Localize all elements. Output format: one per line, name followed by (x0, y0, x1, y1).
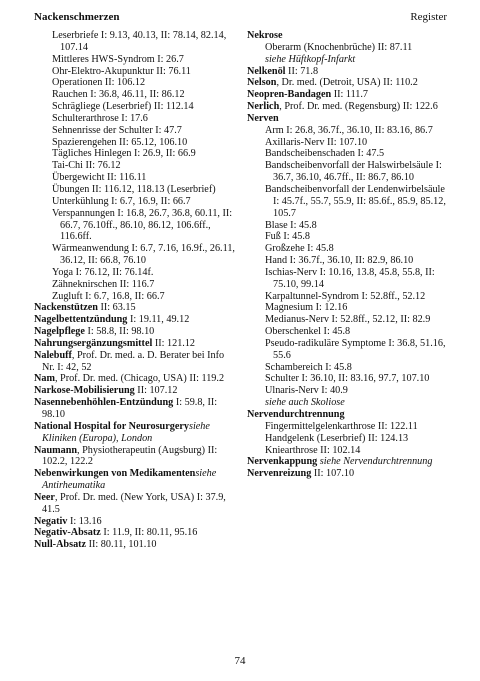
index-subentry (247, 125, 449, 137)
index-locator: II: 107.12 (134, 385, 178, 397)
index-subentry (34, 160, 236, 172)
index-term: Nalebuff (34, 349, 72, 361)
index-term: Nagelpflege (34, 326, 85, 338)
cross-reference: siehe auch Skoliose (265, 397, 345, 409)
index-locator: , Dr. med. (Detroit, USA) II: 110.2 (276, 77, 418, 89)
index-locator: Medianus-Nerv I: 52.8ff., 52.12, II: 82.9 (265, 314, 431, 326)
index-locator: Rauchen I: 36.8, 46.11, II: 86.12 (52, 89, 185, 101)
index-locator: Übungen II: 116.12, 118.13 (Leserbrief) (52, 183, 216, 195)
index-subentry (34, 196, 236, 208)
index-term: Nerlich (247, 101, 280, 113)
index-entry (34, 421, 236, 445)
index-locator: Karpaltunnel-Syndrom I: 52.8ff., 52.12 (265, 290, 426, 302)
index-locator: Pseudo-radikuläre Symptome I: 36.8, 51.16, 55.6 (265, 337, 446, 361)
index-subentry (247, 445, 449, 457)
index-locator: Ischias-Nerv I: 10.16, 13.8, 45.8, 55.8, II: 75.10, 99.14 (265, 266, 435, 290)
index-subentry (34, 184, 236, 196)
index-entry (34, 326, 236, 338)
index-subentry (247, 243, 449, 255)
index-locator: Blase I: 45.8 (265, 219, 317, 231)
index-locator: Bandscheibenvorfall der Lendenwirbelsäule I: 45.7f., 55.7, 55.9, II: 85.6f., 85.9, 85.12, 105.7 (265, 183, 446, 219)
index-term: National Hospital for Neurosurgery (34, 420, 189, 432)
index-term: Nervendurchtrennung (247, 409, 345, 420)
index-term: Nebenwirkungen von Medikamenten (34, 468, 196, 480)
index-locator: I: 59.8, II: 98.10 (42, 397, 218, 420)
index-locator: , Prof. Dr. med. (Regensburg) II: 122.6 (279, 101, 438, 113)
index-locator: II: 80.11, 101.10 (86, 539, 157, 551)
index-locator: Leserbriefe I: 9.13, 40.13, II: 78.14, 82.14, 107.14 (52, 30, 227, 53)
index-locator: Spazierengehen II: 65.12, 106.10 (52, 136, 188, 148)
index-locator: Schulterarthrose I: 17.6 (52, 112, 148, 124)
index-locator: Schulter I: 36.10, II: 83.16, 97.7, 107.10 (265, 373, 430, 385)
index-entry (247, 101, 449, 113)
index-term: Naumann (34, 444, 78, 456)
index-entry (247, 77, 449, 89)
index-locator: Ulnaris-Nerv I: 40.9 (265, 385, 348, 397)
index-locator: Unterkühlung I: 6.7, 16.9, II: 66.7 (52, 195, 191, 207)
index-subentry (247, 421, 449, 433)
index-locator: II: 63.15 (97, 302, 136, 314)
index-subentry (34, 54, 236, 66)
index-locator: Tägliches Hinlegen I: 26.9, II: 66.9 (52, 148, 196, 160)
index-locator: II: 71.8 (285, 65, 319, 77)
index-column-right (247, 30, 449, 480)
index-subentry (34, 291, 236, 303)
index-subentry (34, 279, 236, 291)
index-locator: Verspannungen I: 16.8, 26.7, 36.8, 60.11, II: 66.7, 76.10ff., 86.10, 86.12, 106.6ff., 116.6ff. (52, 207, 233, 243)
index-locator: Wärmeanwendung I: 6.7, 7.16, 16.9f., 26.11, 36.12, II: 66.8, 76.10 (52, 243, 235, 267)
index-locator: Bandscheibenschaden I: 47.5 (265, 148, 385, 160)
index-subentry (247, 137, 449, 149)
index-subentry (247, 397, 449, 409)
index-locator: Mittleres HWS-Syndrom I: 26.7 (52, 53, 184, 65)
index-entry (247, 66, 449, 78)
cross-reference: siehe Antirheumatika (42, 468, 217, 492)
index-entry (34, 397, 236, 421)
index-term: Narkose-Mobilisierung (34, 385, 135, 397)
index-column-left (34, 30, 236, 551)
index-locator: Tai-Chi II: 76.12 (52, 160, 121, 172)
index-locator: Bandscheibenvorfall der Halswirbelsäule I: 36.7, 36.10, 46.7ff., II: 86.7, 86.10 (265, 160, 442, 184)
index-subentry (34, 30, 236, 54)
index-locator: II: 107.10 (311, 468, 355, 480)
index-locator: , Physiotherapeutin (Augsburg) II: 102.2, 122.2 (42, 444, 218, 468)
index-locator: Operationen II: 106.12 (52, 77, 146, 89)
index-entry (247, 468, 449, 480)
index-term: Null-Absatz (34, 539, 87, 551)
index-entry (247, 456, 449, 468)
index-entry (247, 89, 449, 101)
index-term: Neer (34, 491, 55, 503)
index-term: Nervenkappung (247, 456, 318, 468)
index-locator: I: 13.16 (67, 515, 102, 527)
index-locator: Handgelenk (Leserbrief) II: 124.13 (265, 432, 409, 444)
index-subentry (34, 208, 236, 244)
index-locator: Yoga I: 76.12, II: 76.14f. (52, 266, 154, 278)
index-subentry (247, 302, 449, 314)
index-locator: I: 19.11, 49.12 (127, 314, 190, 326)
index-entry (34, 527, 236, 539)
index-entry (34, 539, 236, 551)
index-subentry (247, 385, 449, 397)
index-entry (247, 409, 449, 421)
index-subentry (34, 89, 236, 101)
index-term: Nekrose (247, 30, 283, 41)
index-subentry (247, 326, 449, 338)
index-locator: Übergewicht II: 116.11 (52, 172, 147, 184)
index-entry (34, 314, 236, 326)
index-subentry (247, 42, 449, 54)
index-locator: Oberschenkel I: 45.8 (265, 326, 351, 338)
index-subentry (247, 148, 449, 160)
index-subentry (247, 314, 449, 326)
index-locator: Fuß I: 45.8 (265, 231, 310, 243)
index-subentry (247, 373, 449, 385)
index-term: Neopren-Bandagen (247, 89, 332, 101)
index-locator: Hand I: 36.7f., 36.10, II: 82.9, 86.10 (265, 255, 414, 267)
cross-reference: siehe Hüftkopf-Infarkt (265, 53, 356, 65)
index-entry (34, 516, 236, 528)
index-subentry (247, 433, 449, 445)
index-term: Nelkenöl (247, 65, 286, 77)
index-subentry (247, 267, 449, 291)
index-locator: I: 58.8, II: 98.10 (84, 326, 155, 338)
index-subentry (34, 101, 236, 113)
index-subentry (34, 172, 236, 184)
index-term: Nelson (247, 77, 277, 89)
index-entry (34, 445, 236, 469)
running-head (34, 10, 447, 26)
index-subentry (247, 255, 449, 267)
index-locator: Axillaris-Nerv II: 107.10 (265, 136, 368, 148)
index-locator: Großzehe I: 45.8 (265, 243, 334, 255)
index-locator: Kniearthrose II: 102.14 (265, 444, 361, 456)
index-subentry (34, 66, 236, 78)
index-subentry (247, 291, 449, 303)
index-subentry (247, 231, 449, 243)
index-term: Nervenreizung (247, 468, 312, 480)
index-locator: , Prof. Dr. med. (Chicago, USA) II: 119.2 (54, 373, 225, 385)
index-subentry (34, 137, 236, 149)
index-locator: Fingermittelgelenkarthrose II: 122.11 (265, 420, 418, 432)
page-number: 74 (234, 655, 246, 667)
index-subentry (34, 243, 236, 267)
cross-reference: siehe Nervendurchtrennung (319, 456, 433, 468)
index-locator: Schrägliege (Leserbrief) II: 112.14 (52, 101, 194, 113)
index-subentry (247, 160, 449, 184)
index-locator: Zugluft I: 6.7, 16.8, II: 66.7 (52, 290, 165, 302)
index-subentry (247, 338, 449, 362)
index-locator: Oberarm (Knochenbrüche) II: 87.11 (265, 41, 413, 53)
cross-reference: siehe Kliniken (Europa), London (42, 420, 210, 444)
running-head-keyword: Nackenschmerzen (34, 11, 120, 23)
index-entry (34, 338, 236, 350)
index-subentry (34, 125, 236, 137)
index-entry (34, 492, 236, 516)
index-term: Nerven (247, 112, 279, 124)
index-term: Nagelbettentzündung (34, 314, 128, 326)
index-term: Nam (34, 373, 55, 385)
index-term: Nackenstützen (34, 302, 98, 314)
index-locator: Ohr-Elektro-Akupunktur II: 76.11 (52, 65, 191, 77)
index-locator: , Prof. Dr. med. (New York, USA) I: 37.9, 41.5 (42, 491, 226, 515)
index-locator: Schambereich I: 45.8 (265, 361, 352, 373)
index-entry (247, 30, 449, 42)
index-term: Negativ (34, 515, 68, 527)
index-subentry (247, 362, 449, 374)
index-term: Nahrungsergänzungsmittel (34, 337, 153, 349)
index-entry (34, 302, 236, 314)
index-locator: II: 121.12 (152, 337, 196, 349)
index-subentry (34, 148, 236, 160)
index-entry (34, 373, 236, 385)
index-locator: Arm I: 26.8, 36.7f., 36.10, II: 83.16, 86.7 (265, 124, 433, 136)
index-subentry (34, 77, 236, 89)
index-entry (34, 468, 236, 492)
index-locator: , Prof. Dr. med. a. D. Berater bei Info Nr. I: 42, 52 (42, 349, 225, 373)
index-locator: II: 111.7 (331, 89, 369, 101)
index-locator: I: 11.9, II: 80.11, 95.16 (100, 527, 198, 539)
index-subentry (34, 113, 236, 125)
index-subentry (34, 267, 236, 279)
running-head-section: Register (410, 11, 447, 23)
index-term: Nasennebenhöhlen-Entzündung (34, 397, 174, 409)
index-term: Negativ-Absatz (34, 527, 101, 539)
index-subentry (247, 220, 449, 232)
index-entry (34, 385, 236, 397)
index-locator: Magnesium I: 12.16 (265, 302, 348, 314)
index-subentry (247, 54, 449, 66)
index-entry (34, 350, 236, 374)
index-subentry (247, 184, 449, 220)
index-locator: Zähneknirschen II: 116.7 (52, 278, 155, 290)
index-entry (247, 113, 449, 125)
index-locator: Sehnenrisse der Schulter I: 47.7 (52, 124, 182, 136)
